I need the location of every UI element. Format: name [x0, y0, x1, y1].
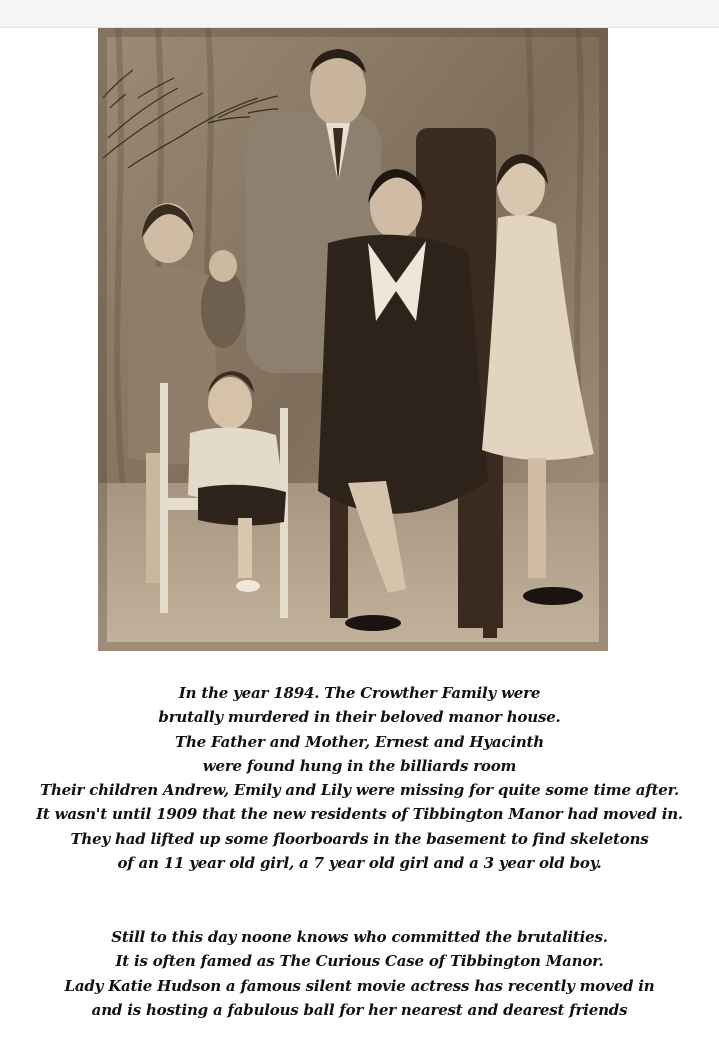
story-line: of an 11 year old girl, a 7 year old girl and a 3 year old boy.	[117, 854, 602, 873]
top-bar	[0, 0, 719, 28]
story-line: It is often famed as The Curious Case of Tibbington Manor.	[115, 952, 604, 971]
story-line: The Father and Mother, Ernest and Hyacinth	[175, 732, 544, 751]
story-line: Still to this day noone knows who committed the brutalities.	[111, 928, 608, 946]
story-line: Lady Katie Hudson a famous silent movie actress has recently moved in	[64, 976, 655, 995]
story-line: Their children Andrew, Emily and Lily were missing for quite some time after.	[39, 781, 679, 800]
story-line: It wasn't until 1909 that the new residents of Tibbington Manor had moved in.	[36, 805, 683, 824]
family-portrait-photo	[98, 28, 608, 651]
story-line: were found hung in the billiards room	[202, 756, 517, 775]
story-paragraph-2	[0, 925, 719, 1022]
story-line: brutally murdered in their beloved manor house.	[158, 708, 561, 727]
story-line: They had lifted up some floorboards in the basement to find skeletons	[70, 829, 649, 848]
story-line: and is hosting a fabulous ball for her nearest and dearest friends	[91, 1000, 628, 1019]
story-paragraph-1	[0, 681, 719, 875]
story-line: In the year 1894. The Crowther Family were	[178, 684, 541, 702]
